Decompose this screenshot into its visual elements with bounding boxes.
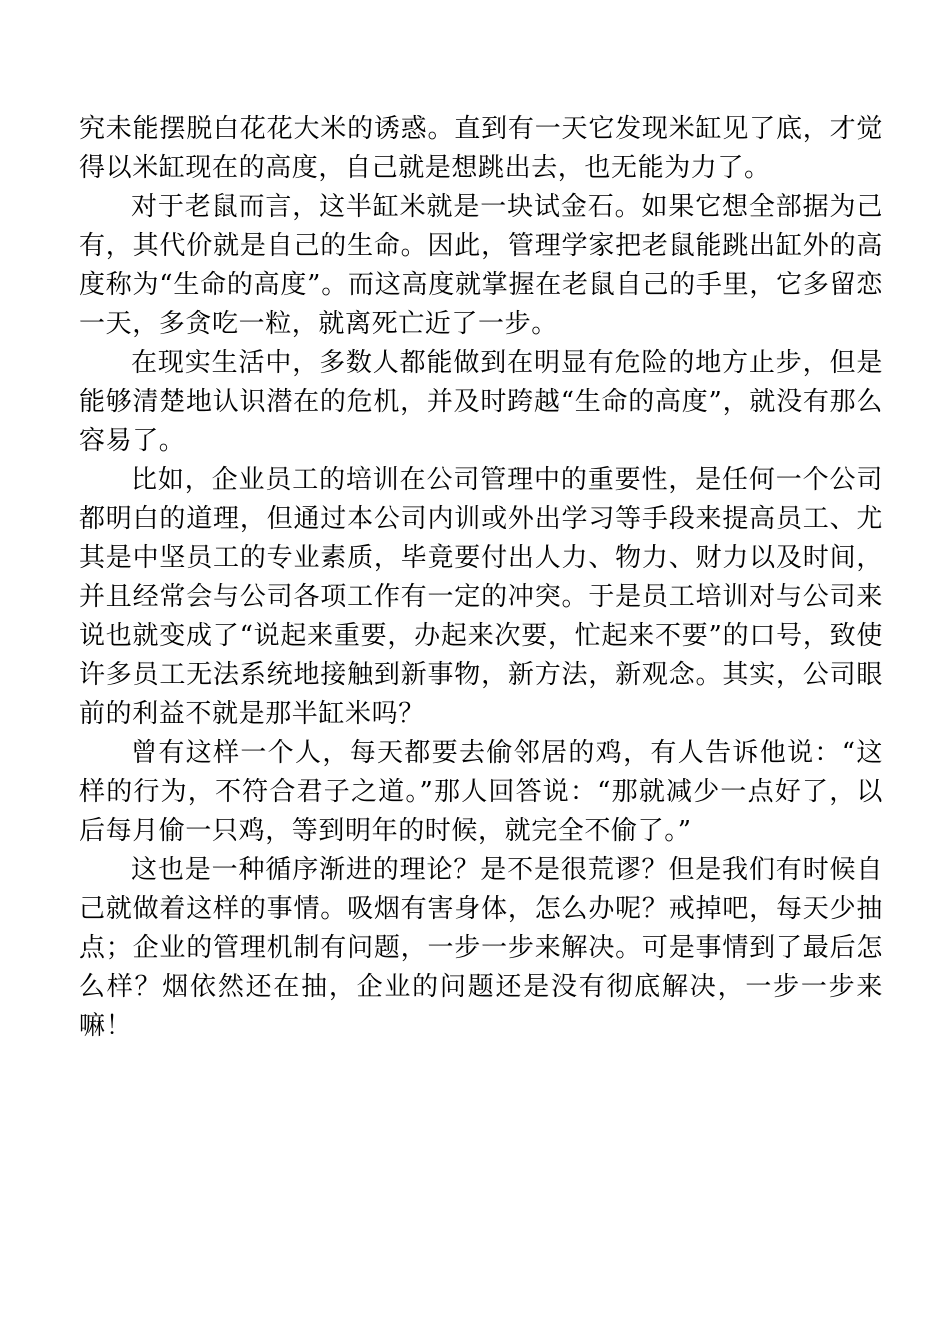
paragraph-2: 对于老鼠而言，这半缸米就是一块试金石。如果它想全部据为己有，其代价就是自己的生命。因此，管理学家把老鼠能跳出缸外的高度称为“生命的高度”。而这高度就掌握在老鼠自己的手里，它多留恋一天，多贪吃一粒，就离死亡近了一步。 [79, 192, 883, 339]
paragraph-6: 这也是一种循序渐进的理论？是不是很荒谬？但是我们有时候自己就做着这样的事情。吸烟有害身体，怎么办呢？戒掉吧，每天少抽点；企业的管理机制有问题，一步一步来解决。可是事情到了最后怎么样？烟依然还在抽，企业的问题还是没有彻底解决，一步一步来嘛！ [79, 855, 883, 1041]
paragraph-1: 究未能摆脱白花花大米的诱惑。直到有一天它发现米缸见了底，才觉得以米缸现在的高度，自己就是想跳出去，也无能为力了。 [79, 114, 883, 183]
paragraph-3: 在现实生活中，多数人都能做到在明显有危险的地方止步，但是能够清楚地认识潜在的危机，并及时跨越“生命的高度”，就没有那么容易了。 [79, 348, 883, 456]
paragraph-4: 比如，企业员工的培训在公司管理中的重要性，是任何一个公司都明白的道理，但通过本公司内训或外出学习等手段来提高员工、尤其是中坚员工的专业素质，毕竟要付出人力、物力、财力以及时间，并且经常会与公司各项工作有一定的冲突。于是员工培训对与公司来说也就变成了“说起来重要，办起来次要，忙起来不要”的口号，致使许多员工无法系统地接触到新事物，新方法，新观念。其实，公司眼前的利益不就是那半缸米吗？ [79, 465, 883, 729]
paragraph-5: 曾有这样一个人，每天都要去偷邻居的鸡，有人告诉他说：“这样的行为，不符合君子之道。”那人回答说：“那就减少一点好了，以后每月偷一只鸡，等到明年的时候，就完全不偷了。” [79, 738, 883, 846]
document-body [79, 110, 883, 1046]
